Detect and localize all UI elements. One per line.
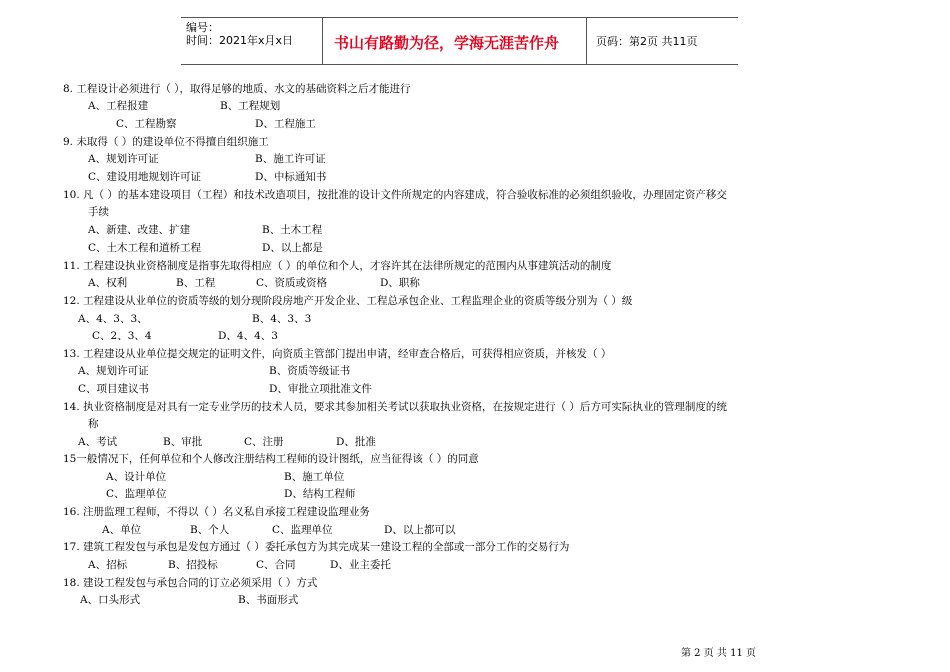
question-16-option-b: B、个人 (190, 524, 230, 536)
question-15-option-c: C、监理单位 (106, 488, 167, 500)
document-number-label: 编号： (186, 21, 219, 34)
question-8-option-b: B、工程规划 (220, 100, 281, 112)
question-10-option-d: D、以上都是 (262, 242, 323, 254)
question-15-option-d: D、结构工程师 (284, 488, 356, 500)
question-10-option-b: B、土木工程 (262, 224, 323, 236)
question-13-option-a: A、规划许可证 (78, 365, 149, 377)
question-14-stem-continued: 称 (88, 418, 99, 430)
question-15-option-a: A、设计单位 (106, 471, 167, 483)
question-14-option-b: B、审批 (163, 436, 203, 448)
question-16-stem: 16. 注册监理工程师，不得以（ ）名义私自承接工程建设监理业务 (63, 506, 370, 518)
question-11-option-c: C、资质或资格 (256, 277, 328, 289)
question-12-option-d: D、4、4、3 (218, 330, 278, 342)
question-10-stem-continued: 手续 (88, 206, 109, 218)
question-17-option-c: C、合同 (256, 559, 296, 571)
question-11-stem: 11. 工程建设执业资格制度是指事先取得相应（ ）的单位和个人，才容许其在法律所规定的范围内从事建筑活动的制度 (63, 260, 612, 272)
header-motto: 书山有路勤为径，学海无涯苦作舟 (334, 34, 560, 52)
question-16-option-c: C、监理单位 (272, 524, 333, 536)
question-18-option-a: A、口头形式 (80, 594, 141, 606)
question-8-option-a: A、工程报建 (88, 100, 149, 112)
question-16-option-d: D、以上都可以 (384, 524, 456, 536)
question-9-option-b: B、施工许可证 (255, 153, 326, 165)
question-12-option-a: A、4、3、3、 (78, 313, 148, 325)
question-11-option-d: D、职称 (380, 277, 420, 289)
question-9-stem: 9. 未取得（ ）的建设单位不得擅自组织施工 (63, 136, 269, 148)
question-13-stem: 13. 工程建设从业单位提交规定的证明文件，向资质主管部门提出申请，经审查合格后，可获得相应资质，并核发（ ） (63, 348, 612, 360)
question-8-option-c: C、工程勘察 (116, 118, 177, 130)
question-17-option-d: D、业主委托 (330, 559, 391, 571)
question-17-option-b: B、招投标 (168, 559, 218, 571)
question-10-option-a: A、新建、改建、扩建 (88, 224, 191, 236)
question-13-option-d: D、审批立项批准文件 (269, 383, 372, 395)
question-17-option-a: A、招标 (88, 559, 128, 571)
question-15-stem: 15一般情况下，任何单位和个人修改注册结构工程师的设计图纸，应当征得该（ ）的同意 (63, 453, 479, 465)
question-12-stem: 12. 工程建设从业单位的资质等级的划分现阶段房地产开发企业、工程总承包企业、工程监理企业的资质等级分别为（ ）级 (63, 295, 633, 307)
page-footer: 第 2 页 共 11 页 (681, 648, 756, 659)
question-12-option-c: C、2、3、4 (92, 330, 152, 342)
question-10-stem: 10. 凡（ ）的基本建设项目（工程）和技术改造项目，按批准的设计文件所规定的内容建成，符合验收标准的必须组织验收，办理固定资产移交 (63, 189, 727, 201)
question-12-option-b: B、4、3、3 (252, 313, 312, 325)
question-14-option-a: A、考试 (78, 436, 118, 448)
question-17-stem: 17. 建筑工程发包与承包是发包方通过（ ）委托承包方为其完成某一建设工程的全部或一部分工作的交易行为 (63, 541, 570, 553)
question-14-stem: 14. 执业资格制度是对具有一定专业学历的技术人员，要求其参加相关考试以获取执业资格，在按规定进行（ ）后方可实际执业的管理制度的统 (63, 401, 727, 413)
header-bottom-rule (181, 64, 738, 65)
question-14-option-d: D、批准 (336, 436, 376, 448)
question-14-option-c: C、注册 (244, 436, 284, 448)
question-13-option-b: B、资质等级证书 (269, 365, 351, 377)
question-9-option-a: A、规划许可证 (88, 153, 159, 165)
question-9-option-c: C、建设用地规划许可证 (88, 171, 202, 183)
question-18-option-b: B、书面形式 (238, 594, 299, 606)
question-18-stem: 18. 建设工程发包与承包合同的订立必须采用（ ）方式 (63, 577, 318, 589)
question-13-option-c: C、项目建议书 (78, 383, 150, 395)
question-11-option-b: B、工程 (176, 277, 216, 289)
header-top-rule (181, 17, 738, 18)
question-8-option-d: D、工程施工 (255, 118, 316, 130)
document-date: 时间：2021年x月x日 (186, 34, 294, 47)
header-page-info: 页码：第2页 共11页 (596, 35, 698, 48)
question-11-option-a: A、权利 (88, 277, 128, 289)
header-divider-1 (322, 17, 323, 64)
question-15-option-b: B、施工单位 (284, 471, 345, 483)
header-divider-2 (586, 17, 587, 64)
question-8-stem: 8. 工程设计必须进行（ ），取得足够的地质、水文的基础资料之后才能进行 (63, 83, 411, 95)
question-16-option-a: A、单位 (102, 524, 142, 536)
question-10-option-c: C、土木工程和道桥工程 (88, 242, 202, 254)
question-9-option-d: D、中标通知书 (255, 171, 327, 183)
